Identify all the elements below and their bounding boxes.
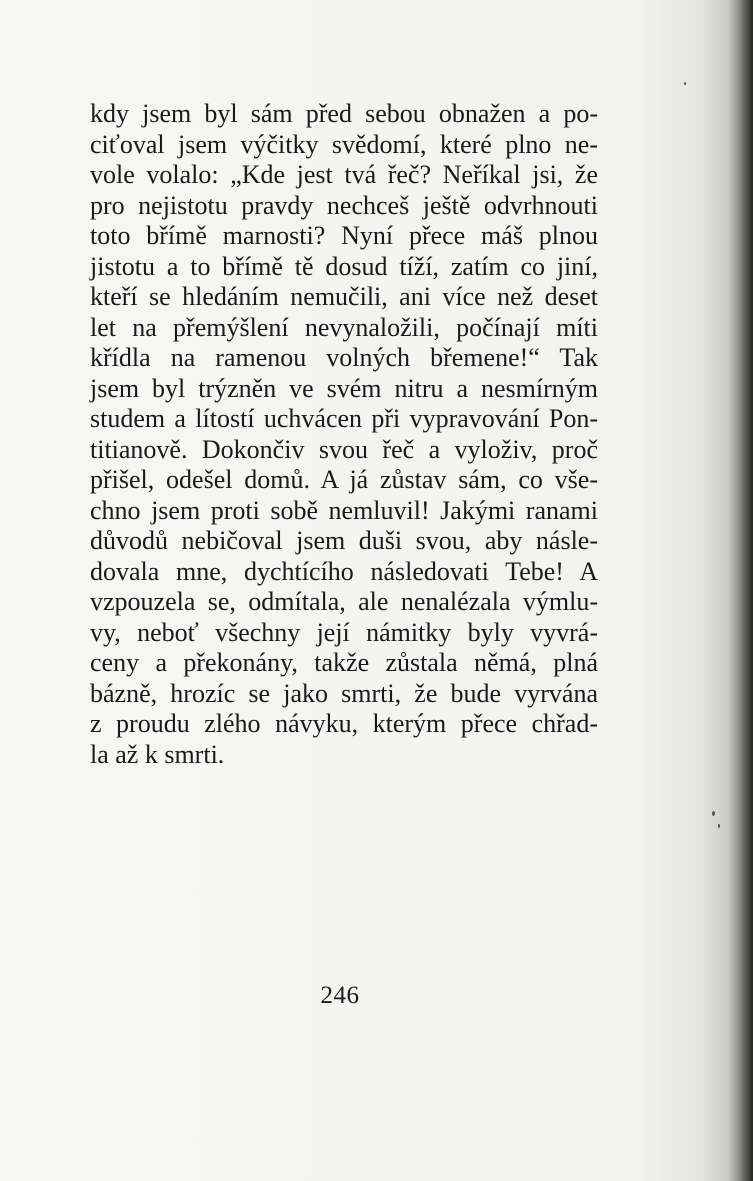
text-line: bázně, hrozíc se jako smrti, že bude vyrvána [90,678,598,708]
spine-shadow [727,0,753,1181]
paper-speck [684,82,686,85]
text-line-last: la až k smrti. [90,739,225,769]
text-line: ceny a překonány, takže zůstala němá, plná [90,648,598,677]
text-line: z proudu zlého návyku, kterým přece chřad- [90,709,598,738]
text-line: titianově. Dokončiv svou řeč a vyloživ, proč [90,434,598,464]
text-line: vole volalo: „Kde jest tvá řeč? Neříkal jsi, že [90,160,598,189]
text-line: jistotu a to břímě tě dosud tíží, zatím co jiní, [90,251,598,281]
text-line: křídla na ramenou volných břemene!“ Tak [90,343,598,372]
text-line: jsem byl trýzněn ve svém nitru a nesmírným [90,373,598,403]
body-text [90,99,598,770]
text-line: kdy jsem byl sám před sebou obnažen a po- [90,99,598,128]
text-line: let na přemýšlení nevynaložili, počínají míti [90,312,598,342]
text-line: důvodů nebičoval jsem duši svou, aby násle- [90,526,598,555]
text-line: pro nejistotu pravdy nechceš ještě odvrhnouti [90,190,598,220]
text-line: ciťoval jsem výčitky svědomí, které plno ne- [90,129,598,159]
text-line: vy, neboť všechny její námitky byly vyvrá- [90,617,598,647]
text-line: studem a lítostí uchvácen při vypravování Pon- [90,404,598,433]
page-number: 246 [320,982,360,1009]
paper-speck [718,824,720,828]
text-line: přišel, odešel domů. A já zůstav sám, co vše- [90,465,598,494]
text-line: toto břímě marnosti? Nyní přece máš plnou [90,221,598,250]
text-line: vzpouzela se, odmítala, ale nenalézala výmlu- [90,587,598,616]
text-line: dovala mne, dychtícího následovati Tebe! A [90,556,598,586]
text-line: chno jsem proti sobě nemluvil! Jakými ranami [90,495,598,525]
paper-speck [712,811,715,816]
text-line: kteří se hledáním nemučili, ani více než deset [90,282,598,311]
